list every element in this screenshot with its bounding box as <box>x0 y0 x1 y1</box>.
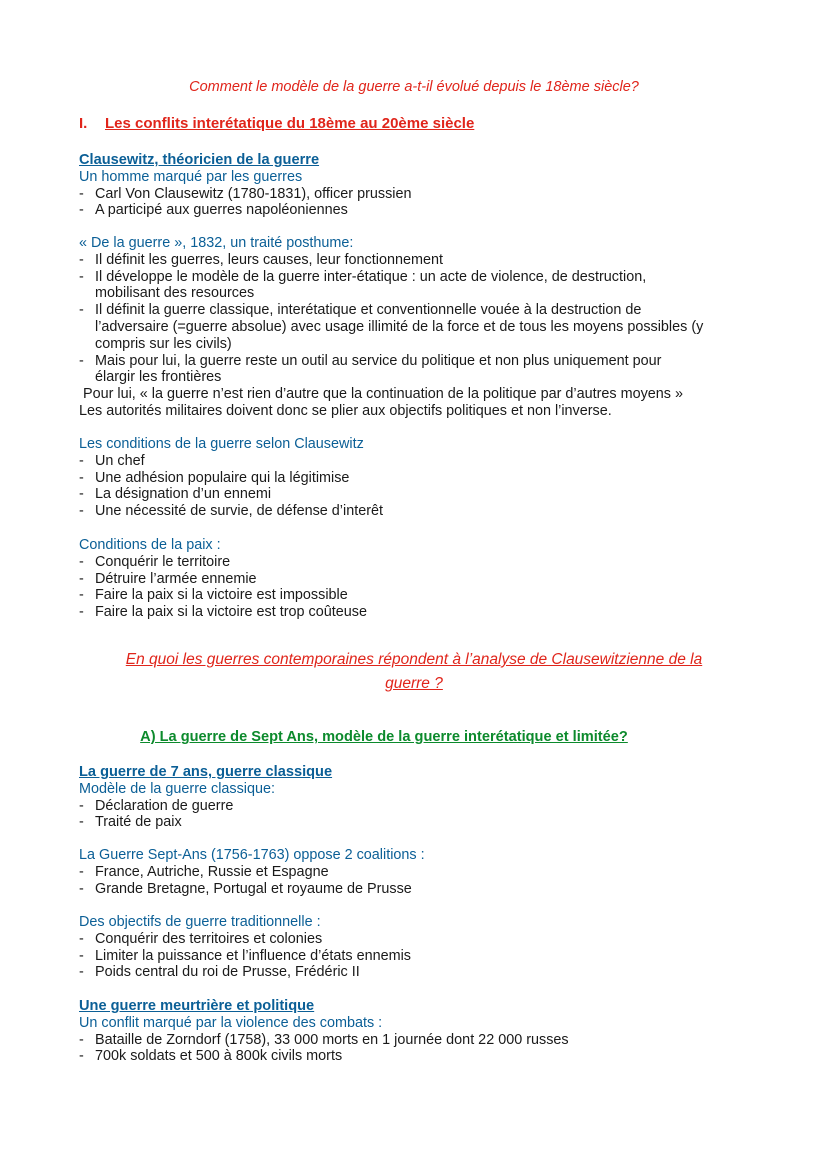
list-item: - A participé aux guerres napoléoniennes <box>79 202 348 219</box>
objectifs-block <box>79 914 759 981</box>
list-item: - Bataille de Zorndorf (1758), 33 000 morts en 1 journée dont 22 000 russes <box>79 1031 569 1048</box>
list-item: - Détruire l’armée ennemie <box>79 570 257 587</box>
question-2-line-1: En quoi les guerres contemporaines répondent à l’analyse de Clausewitzienne de la <box>125 651 703 668</box>
list-item: - Il définit la guerre classique, interétatique et conventionnelle vouée à la destruction de <box>79 302 642 319</box>
list-item: - La désignation d’un ennemi <box>79 486 272 503</box>
list-item: - Déclaration de guerre <box>79 797 234 814</box>
list-item: - Un chef <box>79 452 145 469</box>
meurtriere-sub: Un conflit marqué par la violence des combats : <box>79 1014 383 1031</box>
meurtriere-block <box>79 998 759 1065</box>
list-item-continuation: élargir les frontières <box>95 369 222 386</box>
list-item: - Limiter la puissance et l’influence d’états ennemis <box>79 947 411 964</box>
conditions-guerre-sub: Les conditions de la guerre selon Clausewitz <box>79 436 364 452</box>
list-item: - Il développe le modèle de la guerre inter-étatique : un acte de violence, de destruction, <box>79 268 647 285</box>
question-2-line-2: guerre ? <box>385 675 443 692</box>
list-item: - Une adhésion populaire qui la légitimise <box>79 469 350 486</box>
main-question: Comment le modèle de la guerre a-t-il évolué depuis le 18ème siècle? <box>189 79 639 95</box>
list-item-continuation: compris sur les civils) <box>95 335 232 352</box>
section-a-heading: A) La guerre de Sept Ans, modèle de la guerre interétatique et limitée? <box>140 729 628 745</box>
list-item: - Conquérir des territoires et colonies <box>79 930 323 947</box>
clausewitz-sub: Un homme marqué par les guerres <box>79 168 303 185</box>
sept-ans-block <box>79 764 759 831</box>
list-item: - Faire la paix si la victoire est impossible <box>79 587 348 604</box>
objectifs-sub: Des objectifs de guerre traditionnelle : <box>79 914 321 930</box>
sept-ans-heading: La guerre de 7 ans, guerre classique <box>79 764 333 780</box>
list-item: - Poids central du roi de Prusse, Frédéric II <box>79 964 360 981</box>
list-item: - 700k soldats et 500 à 800k civils morts <box>79 1048 343 1065</box>
traite-sub: « De la guerre », 1832, un traité posthume: <box>79 235 354 251</box>
coalitions-block <box>79 847 759 897</box>
list-item: - Traité de paix <box>79 814 182 831</box>
section-1-number: I. <box>79 115 88 132</box>
conditions-guerre-block <box>79 436 759 520</box>
section-1-title: Les conflits interétatique du 18ème au 20ème siècle <box>105 115 475 132</box>
list-item: - Faire la paix si la victoire est trop coûteuse <box>79 604 367 621</box>
conditions-paix-sub: Conditions de la paix : <box>79 537 221 553</box>
list-item: - Il définit les guerres, leurs causes, leur fonctionnement <box>79 251 443 268</box>
clausewitz-heading: Clausewitz, théoricien de la guerre <box>79 152 320 168</box>
clausewitz-block <box>79 152 759 219</box>
coalitions-sub: La Guerre Sept-Ans (1756-1763) oppose 2 coalitions : <box>79 847 425 863</box>
sept-ans-sub: Modèle de la guerre classique: <box>79 780 275 797</box>
meurtriere-heading: Une guerre meurtrière et politique <box>79 998 315 1014</box>
conditions-paix-block <box>79 537 759 621</box>
list-item: - France, Autriche, Russie et Espagne <box>79 863 329 880</box>
clausewitz-quote: Pour lui, « la guerre n’est rien d’autre que la continuation de la politique par d’autres moyens » <box>79 386 683 403</box>
section-1-heading <box>79 116 474 133</box>
traite-conclusion: Les autorités militaires doivent donc se plier aux objectifs politiques et non l’inverse. <box>79 402 612 419</box>
list-item: - Conquérir le territoire <box>79 553 231 570</box>
list-item: - Une nécessité de survie, de défense d’interêt <box>79 503 383 520</box>
list-item: - Grande Bretagne, Portugal et royaume de Prusse <box>79 880 412 897</box>
list-item-continuation: mobilisant des resources <box>95 285 255 302</box>
traite-block <box>79 235 759 420</box>
list-item-continuation: l’adversaire (=guerre absolue) avec usage illimité de la force et de tous les moyens possibles (y <box>95 318 704 335</box>
list-item: - Carl Von Clausewitz (1780-1831), officer prussien <box>79 185 412 202</box>
list-item: - Mais pour lui, la guerre reste un outil au service du politique et non plus uniquement pour <box>79 352 662 369</box>
